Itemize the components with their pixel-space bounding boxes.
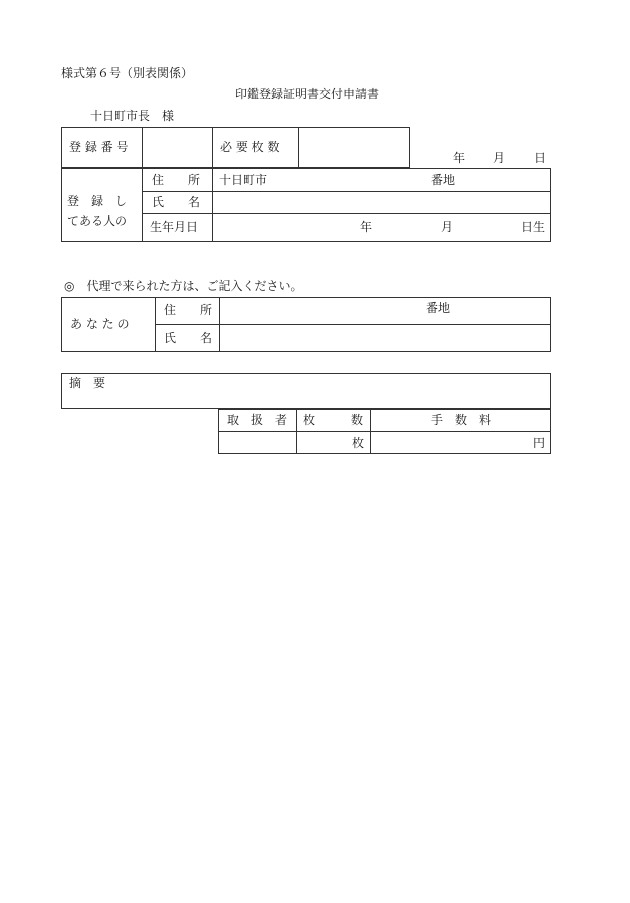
birth-month-label: 月 [441, 220, 454, 234]
count-unit: 枚 [352, 436, 365, 450]
registration-number-field[interactable] [143, 128, 211, 167]
handler-label: 取 扱 者 [227, 413, 288, 427]
divider [142, 191, 551, 192]
fee-unit: 円 [533, 436, 546, 450]
registrant-table [61, 168, 551, 242]
registrant-birth-label: 生年月日 [150, 220, 199, 234]
divider [212, 127, 213, 168]
birth-day-label: 日生 [521, 220, 546, 234]
addressee: 十日町市長 様 [90, 109, 175, 123]
summary-box[interactable] [61, 373, 551, 409]
registration-number-label: 登 録 番 号 [69, 140, 129, 154]
registrant-address-prefix: 十日町市 [219, 173, 268, 187]
divider [218, 431, 551, 432]
divider [212, 168, 213, 242]
required-copies-label: 必 要 枚 数 [220, 140, 280, 154]
registrant-address-suffix: 番地 [431, 173, 456, 187]
date-day-label: 日 [534, 151, 547, 165]
divider [142, 213, 551, 214]
date-month-label: 月 [493, 151, 506, 165]
proxy-label: あ な た の [70, 317, 130, 331]
required-copies-field[interactable] [299, 128, 409, 167]
registrant-label-line2: てある人の [67, 214, 128, 228]
proxy-notice: ◎ 代理で来られた方は、ご記入ください。 [64, 279, 303, 293]
date-year-label: 年 [453, 151, 466, 165]
form-title: 印鑑登録証明書交付申請書 [235, 87, 380, 101]
divider [142, 168, 143, 242]
fee-label: 手 数 料 [431, 413, 492, 427]
divider [155, 324, 551, 325]
registrant-name-label: 氏 名 [152, 195, 201, 209]
form-number: 様式第６号（別表関係） [61, 66, 194, 80]
proxy-name-label: 氏 名 [164, 331, 213, 345]
registrant-address-label: 住 所 [152, 173, 201, 187]
count-label: 枚 数 [303, 413, 364, 427]
summary-label: 摘 要 [69, 376, 106, 390]
proxy-address-suffix: 番地 [426, 301, 451, 315]
birth-year-label: 年 [360, 220, 373, 234]
registrant-label-line1: 登 録 し [67, 194, 128, 208]
proxy-address-label: 住 所 [164, 303, 213, 317]
